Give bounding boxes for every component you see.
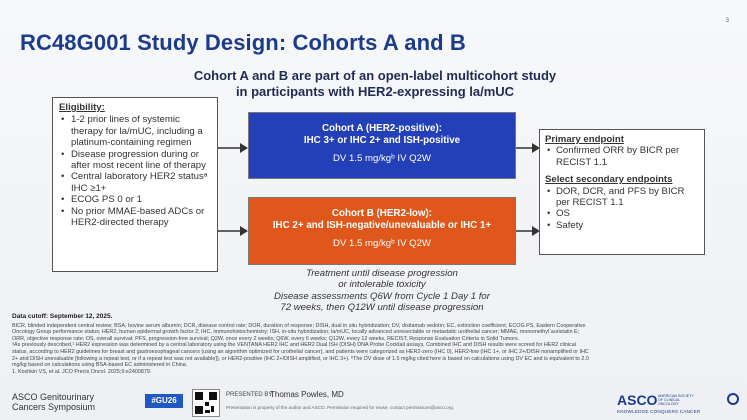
eligibility-item: • 1-2 prior lines of systemic therapy for la/mUC, including a platinum-containing regimen bbox=[59, 114, 211, 148]
footnote-line: ᵃAs previously described,¹ HER2 expression was determined by a central laboratory using the VENTANA HER2 IHC and HER2 Dual ISH (DISH) DNA Probe Cocktail assays. Combined IHC and DISH results were scored for HER2 clinical bbox=[12, 342, 576, 349]
secondary-endpoint-item: • Safety bbox=[545, 220, 699, 231]
slide-number: 3 bbox=[725, 18, 729, 24]
footnotes bbox=[12, 314, 734, 375]
asco-logo-subtext: AMERICAN SOCIETY OF CLINICAL ONCOLOGY bbox=[658, 394, 694, 407]
qr-code-icon[interactable] bbox=[192, 389, 220, 417]
secondary-endpoint-item: • OS bbox=[545, 208, 699, 219]
secondary-endpoints-heading: Select secondary endpoints bbox=[545, 174, 673, 186]
cohort-b-criteria: IHC 2+ and ISH-negative/unevaluable or IHC 1+ bbox=[272, 220, 492, 231]
slide-title: RC48G001 Study Design: Cohorts A and B bbox=[20, 30, 466, 55]
eligibility-heading: Eligibility: bbox=[59, 102, 105, 113]
cohort-b-title: Cohort B (HER2-low): bbox=[331, 208, 433, 219]
footnote-line: BICR, blinded independent central review; BSA, bovine serum albumin; DCR, disease control rate; DOR, duration of response; DISH, dual in situ hybridization; DV, disitamab vedotin; EC, extinction coefficient; ECOG PS, Eastern Cooperative bbox=[12, 322, 586, 329]
asco-gu-logo bbox=[12, 392, 95, 412]
asco-gu-line1: ASCO Genitourinary bbox=[12, 392, 95, 402]
footnote-line: Oncology Group performance status; HER2, human epidermal growth factor 2; IHC, immunohistochemistry; ISH, in-situ hybridization; la/mUC, locally advanced unresectable or metastatic urothelial cancer; MMAE, monomethyl auristatin E; bbox=[12, 329, 580, 336]
hashtag-badge: #GU26 bbox=[145, 394, 183, 408]
primary-endpoint-item: • Confirmed ORR by BICR per RECIST 1.1 bbox=[545, 145, 699, 168]
footnote-reference: 1. Koshkin VS, et al. JCO Precis Oncol. 2025;9:e2400879. bbox=[12, 368, 152, 375]
cohort-a-box bbox=[248, 112, 516, 179]
disclaimer: Presentation is property of the author and ASCO. Permission required for reuse; contact permissions@asco.org. bbox=[226, 405, 455, 410]
primary-endpoint-list bbox=[545, 145, 699, 168]
arrow-to-cohort-b-icon bbox=[218, 223, 250, 239]
treatment-description bbox=[248, 268, 516, 314]
footnote-line: status, according to HER2 guidelines for breast and gastroesophageal cancers (using an algorithm optimized for urothelial cancer), and patients were categorized as HER2-zero (IHC 0), HER2-low (IHC 1+, or IHC 2+/DISH nonamplified or IHC bbox=[12, 348, 589, 355]
treatment-line: Disease assessments Q6W from Cycle 1 Day 1 for bbox=[274, 290, 490, 302]
presenter-name: Thomas Powles, MD bbox=[270, 390, 344, 399]
asco-gu-line2: Cancers Symposium bbox=[12, 402, 96, 412]
eligibility-item: • Central laboratory HER2 statusᵃ IHC ≥1+ bbox=[59, 171, 211, 194]
cohort-a-criteria: IHC 3+ or IHC 2+ and ISH-positive bbox=[303, 135, 461, 146]
arrow-to-cohort-a-icon bbox=[218, 140, 250, 156]
treatment-line: or intolerable toxicity bbox=[338, 279, 426, 291]
footer bbox=[0, 388, 747, 420]
subtitle-line: in participants with HER2-expressing la/mUC bbox=[235, 84, 515, 99]
eligibility-item: • ECOG PS 0 or 1 bbox=[59, 194, 211, 205]
eligibility-box bbox=[52, 97, 218, 272]
presenter-label: PRESENTED BY: bbox=[226, 392, 274, 398]
footnote-line: mg/kg based on calculations using BSA-based EC administered in China. bbox=[12, 362, 188, 369]
cohort-a-dose: DV 1.5 mg/kgᵇ IV Q2W bbox=[333, 153, 431, 164]
asco-logo-text: ASCO bbox=[617, 392, 658, 408]
secondary-endpoints-list bbox=[545, 186, 699, 232]
eligibility-item: • Disease progression during or after most recent line of therapy bbox=[59, 149, 211, 172]
primary-endpoint-heading: Primary endpoint bbox=[545, 134, 624, 145]
cohort-b-box bbox=[248, 197, 516, 265]
eligibility-item: • No prior MMAE-based ADCs or HER2-directed therapy bbox=[59, 206, 211, 229]
subtitle-line: Cohort A and B are part of an open-label multicohort study bbox=[193, 68, 557, 83]
endpoints-box bbox=[539, 129, 705, 255]
asco-tagline: KNOWLEDGE CONQUERS CANCER bbox=[617, 409, 701, 414]
footnote-line: ORR, objective response rate; OS, overall survival; PFS, progression-free survival; Q2W, once every 2 weeks; Q6W, every 6 weeks; Q12W, every 12 weeks, RECIST, Response Evaluation Criteria in Solid Tumors. bbox=[12, 335, 520, 342]
asco-circle-logo-icon bbox=[727, 393, 739, 405]
cohort-b-dose: DV 1.5 mg/kgᵇ IV Q2W bbox=[333, 238, 431, 249]
footnote-line: 2+ and DISH unevaluable [following a repeat test, or if a repeat test was not available]), or HER2-positive (IHC 2+/DISH amplified, or IHC 3+). ᵇThe DV dose of 1.5 mg/kg cited here is based on calculations using DV EC and is equivalent to 2.0 bbox=[12, 355, 589, 362]
treatment-line: 72 weeks, then Q12W until disease progression bbox=[280, 302, 484, 314]
slide-subtitle bbox=[120, 68, 630, 100]
secondary-endpoint-item: • DOR, DCR, and PFS by BICR per RECIST 1.1 bbox=[545, 186, 699, 209]
cohort-a-title: Cohort A (HER2-positive): bbox=[321, 123, 443, 134]
treatment-line: Treatment until disease progression bbox=[306, 268, 458, 279]
data-cutoff: Data cutoff: September 12, 2025. bbox=[12, 313, 113, 320]
eligibility-list bbox=[59, 114, 211, 228]
